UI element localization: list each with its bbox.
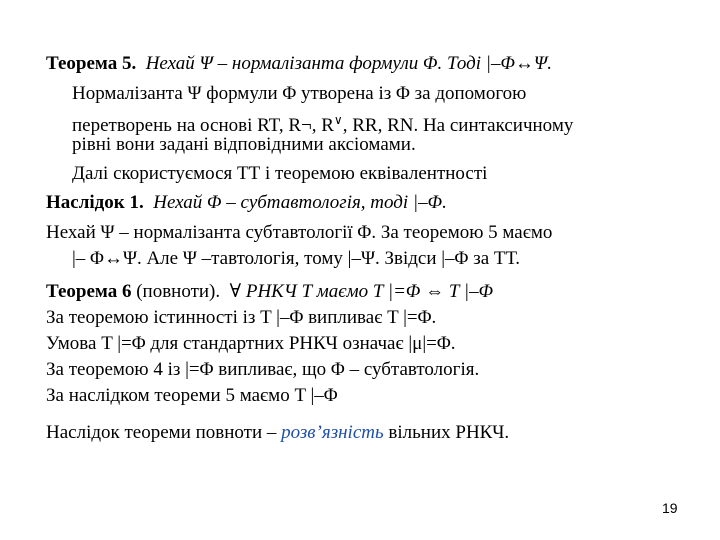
- conclusion: [46, 422, 509, 444]
- conclusion-suffix: вільних РНКЧ.: [388, 422, 510, 443]
- proof-6-line-4: За наслідком теореми 5 маємо T |–Φ: [46, 385, 338, 406]
- proof-6-line-3: За теоремою 4 із |=Φ випливає, що Φ – субтавтологія.: [46, 359, 480, 380]
- theorem-5-label: Теорема 5.: [46, 53, 137, 74]
- corollary-1-label: Наслідок 1.: [46, 192, 144, 213]
- theorem-6-label: Теорема 6: [46, 281, 132, 302]
- explanation-line-3: рівні вони задані відповідними аксіомами.: [72, 134, 416, 155]
- explanation-line-2: [72, 109, 573, 137]
- conclusion-prefix: Наслідок теореми повноти –: [46, 422, 277, 443]
- theorem-6-paren: (повноти).: [136, 281, 221, 302]
- proof-6-line-1: За теоремою істинності із T |–Φ випливає T |=Φ.: [46, 307, 437, 328]
- explanation-line-2-a: перетворень на основі RT, R¬, R: [72, 115, 334, 136]
- theorem-5: [46, 53, 552, 75]
- corollary-1-statement: Нехай Φ – субтавтологія, тоді |–Φ.: [153, 192, 447, 213]
- proof-6-line-2: Умова T |=Φ для стандартних РНКЧ означає |μ|=Φ.: [46, 333, 456, 354]
- explanation-line-4: Далі скористуємося ТТ і теоремою еквівалентності: [72, 163, 488, 184]
- theorem-6-statement: ∀ РНКЧ T маємо T |=Φ ⇔ T |–Φ: [229, 281, 494, 302]
- conclusion-accent: розв’язність: [281, 422, 384, 443]
- proof-1-line-2: |– Φ↔Ψ. Але Ψ –тавтологія, тому |–Ψ. Звідси |–Φ за ТТ.: [72, 248, 520, 269]
- theorem-5-statement: Нехай Ψ – нормалізанта формули Φ. Тоді |–Φ↔Ψ.: [145, 53, 553, 74]
- page-number: 19: [662, 500, 678, 516]
- disjunction-superscript: ∨: [333, 113, 343, 127]
- explanation-line-1: Нормалізанта Ψ формули Φ утворена із Φ за допомогою: [72, 83, 527, 104]
- theorem-6: [46, 281, 493, 303]
- explanation-line-2-b: , RR, RN. На синтаксичному: [342, 115, 574, 136]
- proof-1-line-1: Нехай Ψ – нормалізанта субтавтології Φ. За теоремою 5 маємо: [46, 222, 553, 243]
- corollary-1: [46, 192, 447, 214]
